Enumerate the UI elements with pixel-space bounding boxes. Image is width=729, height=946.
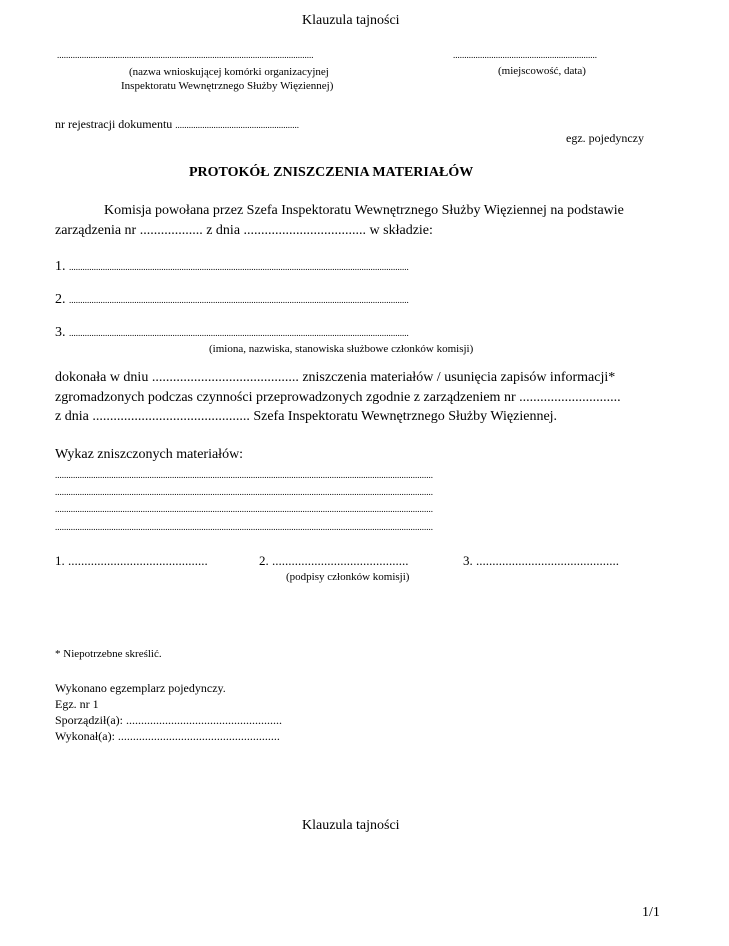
page-number: 1/1 (642, 905, 660, 920)
unit-name-dots: .................................................................................................................. (57, 50, 314, 60)
registration-label-text: nr rejestracji dokumentu (55, 117, 173, 131)
member-dots: ....................................................................................................................................................... (69, 328, 409, 338)
unit-caption-line1: (nazwa wnioskującej komórki organizacyjnej (129, 66, 329, 78)
execution-line1: Wykonano egzemplarz pojedynczy. (55, 681, 226, 695)
registration-dots: ....................................................... (175, 120, 300, 130)
signature-1: 1. ........................................... (55, 553, 208, 568)
signature-2: 2. .......................................... (259, 553, 409, 568)
document-title: PROTOKÓŁ ZNISZCZENIA MATERIAŁÓW (189, 165, 474, 180)
member-row-2 (55, 292, 651, 308)
footnote: * Niepotrzebne skreślić. (55, 648, 162, 660)
materials-line-2: ........................................................................................................................................................................ (55, 487, 433, 497)
place-date-dots: ................................................................ (453, 50, 597, 60)
member-dots: ....................................................................................................................................................... (69, 295, 409, 305)
member-row-3 (55, 325, 651, 341)
footer-classification: Klauzula tajności (302, 818, 400, 833)
unit-caption-line2: Inspektoratu Wewnętrznego Służby Więziennej) (121, 80, 334, 92)
materials-line-1: ........................................................................................................................................................................ (55, 470, 433, 480)
prepared-by: Sporządził(a): .................................................... (55, 713, 282, 727)
intro-line2: zarządzenia nr .................. z dnia ................................... w składzie: (55, 223, 433, 238)
intro-line1: Komisja powołana przez Szefa Inspektoratu Wewnętrznego Służby Więziennej na podstawie (104, 203, 624, 218)
copy-note: egz. pojedynczy (566, 131, 644, 145)
executed-by: Wykonał(a): ...................................................... (55, 729, 280, 743)
action-line3: z dnia ............................................. Szefa Inspektoratu Wewnętrznego Służby Więziennej. (55, 409, 558, 424)
materials-line-3: ........................................................................................................................................................................ (55, 504, 433, 514)
action-line2: zgromadzonych podczas czynności przeprowadzonych zgodnie z zarządzeniem nr ............................. (55, 390, 621, 405)
action-line1: dokonała w dniu .......................................... zniszczenia materiałów / usunięcia zapisów informacji* (55, 370, 616, 385)
member-number: 3. (55, 325, 66, 340)
signature-3: 3. ............................................ (463, 553, 619, 568)
header-classification: Klauzula tajności (302, 13, 400, 28)
members-caption: (imiona, nazwiska, stanowiska służbowe członków komisji) (209, 343, 474, 355)
member-number: 1. (55, 259, 66, 274)
materials-line-4: ........................................................................................................................................................................ (55, 522, 433, 532)
member-dots: ....................................................................................................................................................... (69, 262, 409, 272)
member-number: 2. (55, 292, 66, 307)
materials-heading: Wykaz zniszczonych materiałów: (55, 447, 244, 462)
execution-line2: Egz. nr 1 (55, 697, 99, 711)
member-row-1 (55, 259, 651, 275)
signatures-caption: (podpisy członków komisji) (286, 571, 410, 583)
place-date-caption: (miejscowość, data) (498, 65, 586, 77)
registration-label (55, 117, 299, 132)
